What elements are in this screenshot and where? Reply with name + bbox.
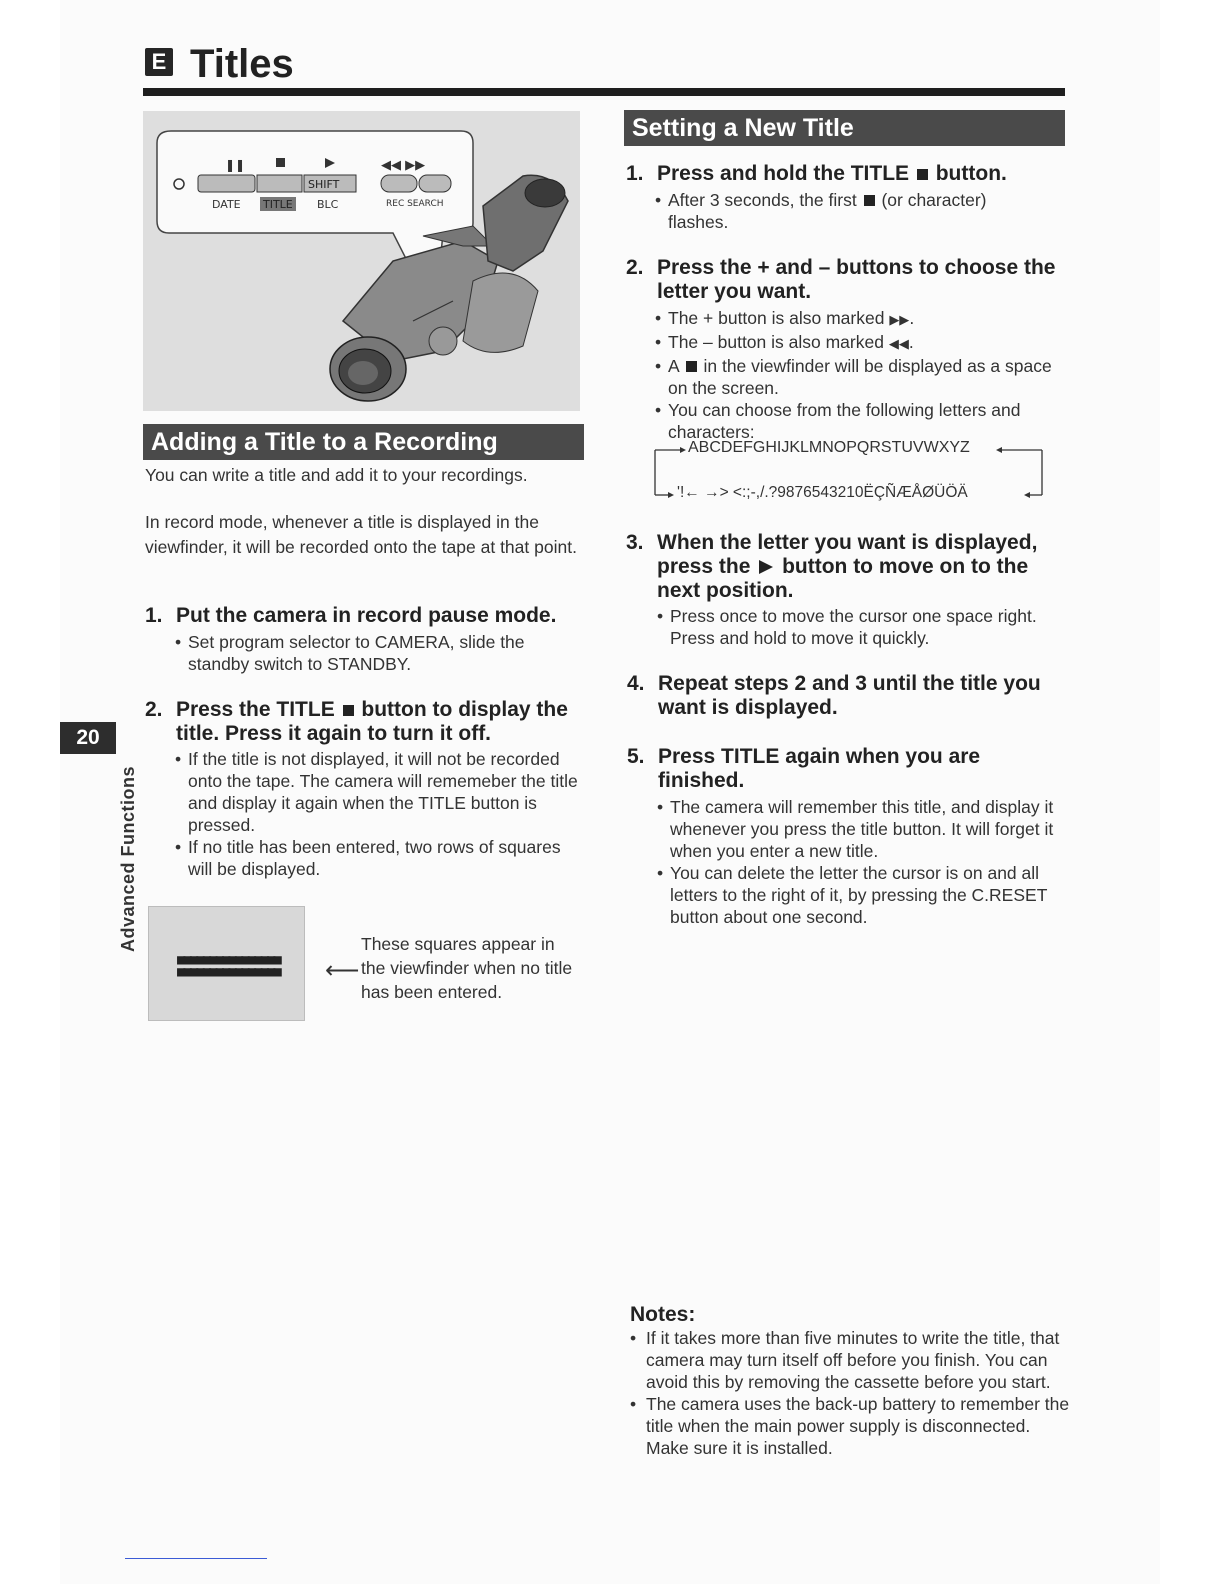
right-step-2-bullets: • The + button is also marked ▶▶. • The – button is also marked ◀◀. • A in the viewfinder will be displayed as a space on the screen. • You can choose from the following letters and characters: bbox=[655, 307, 1065, 443]
svg-text:◀◀ ▶▶: ◀◀ ▶▶ bbox=[381, 158, 426, 173]
notes-title: Notes: bbox=[630, 1303, 696, 1326]
squares-caption: These squares appear in the viewfinder when no title has been entered. bbox=[361, 934, 573, 1002]
svg-text:❚❚: ❚❚ bbox=[225, 158, 246, 172]
stop-square-icon bbox=[343, 705, 354, 716]
right-step-4: 4. Repeat steps 2 and 3 until the title you want is displayed. bbox=[627, 672, 1041, 719]
section-badge: E bbox=[145, 48, 173, 76]
square-icon bbox=[686, 361, 697, 372]
shift-label: SHIFT bbox=[308, 178, 340, 191]
title-label: TITLE bbox=[263, 198, 293, 211]
blc-label: BLC bbox=[317, 198, 339, 211]
intro-text: You can write a title and add it to your recordings. bbox=[145, 465, 528, 485]
characters-row: '!← →> <:;-,/.?9876543210ËÇÑÆÅØÜÖÄ bbox=[677, 484, 968, 501]
squares-row-2: ■■■■■■■■■■■■■■■■ bbox=[177, 964, 280, 980]
right-step-3-bullets: • Press once to move the cursor one space right. Press and hold to move it quickly. bbox=[657, 605, 1037, 649]
right-step-3: 3. When the letter you want is displayed, press the button to move on to the next position. bbox=[626, 531, 1038, 602]
left-arrow-icon: ⟵ bbox=[325, 957, 360, 984]
viewfinder-squares-box bbox=[148, 906, 305, 1021]
footer-line bbox=[125, 1558, 267, 1559]
notes-list: • If it takes more than five minutes to write the title, that camera may turn itself off before you finish. You can avoid this by removing the cassette before you start. • The camera uses the back-up battery to remember the title when the main power supply is disconnected. Make sure it is installed. bbox=[630, 1327, 1075, 1459]
right-step-5-bullets: • The camera will remember this title, and display it whenever you press the title button. It will forget it when you enter a new title. • You can delete the letter the cursor is on and all letters to the right of it, by pressing the C.RESET button about one second. bbox=[657, 796, 1062, 928]
camera-illustration bbox=[143, 111, 580, 411]
right-step-1-bullets: • After 3 seconds, the first (or character) flashes. bbox=[655, 189, 1050, 233]
right-step-5: 5. Press TITLE again when you are finished. bbox=[627, 745, 981, 792]
right-step-2: 2. Press the + and – buttons to choose the letter you want. bbox=[626, 256, 1056, 303]
section-side-label: Advanced Functions bbox=[118, 765, 138, 952]
left-step-2-bullets: • If the title is not displayed, it will not be recorded onto the tape. The camera will rememeber the title and display it again when the TITLE button is pressed. • If no title has been entered, two rows of squares will be displayed. bbox=[175, 748, 580, 880]
page-title: Titles bbox=[190, 42, 294, 86]
stop-square-icon bbox=[917, 169, 928, 180]
squares-row-1: ■■■■■■■■■■■■■■■■ bbox=[177, 952, 280, 968]
left-step-1-bullets: • Set program selector to CAMERA, slide the standby switch to STANDBY. bbox=[175, 631, 575, 675]
left-step-1: 1. Put the camera in record pause mode. bbox=[145, 604, 557, 627]
record-mode-paragraph: In record mode, whenever a title is displayed in the viewfinder, it will be recorded onto the tape at that point. bbox=[145, 512, 577, 557]
rewind-icon: ◀◀ bbox=[888, 336, 909, 351]
play-triangle-icon bbox=[759, 560, 773, 574]
date-label: DATE bbox=[212, 198, 241, 211]
square-icon bbox=[864, 195, 875, 206]
title-rule bbox=[143, 88, 1065, 96]
rec-search-label: REC SEARCH bbox=[386, 199, 444, 209]
adding-title-header: Adding a Title to a Recording bbox=[143, 424, 584, 460]
setting-title-header: Setting a New Title bbox=[624, 110, 1065, 146]
page-number: 20 bbox=[60, 722, 116, 754]
camcorder-drawing bbox=[143, 111, 580, 411]
right-step-1: 1. Press and hold the TITLE button. bbox=[626, 162, 1007, 185]
fast-forward-icon: ▶▶ bbox=[889, 312, 910, 327]
letters-row: ABCDEFGHIJKLMNOPQRSTUVWXYZ bbox=[688, 439, 970, 456]
left-step-2: 2. Press the TITLE button to display the title. Press it again to turn it off. bbox=[145, 698, 568, 745]
